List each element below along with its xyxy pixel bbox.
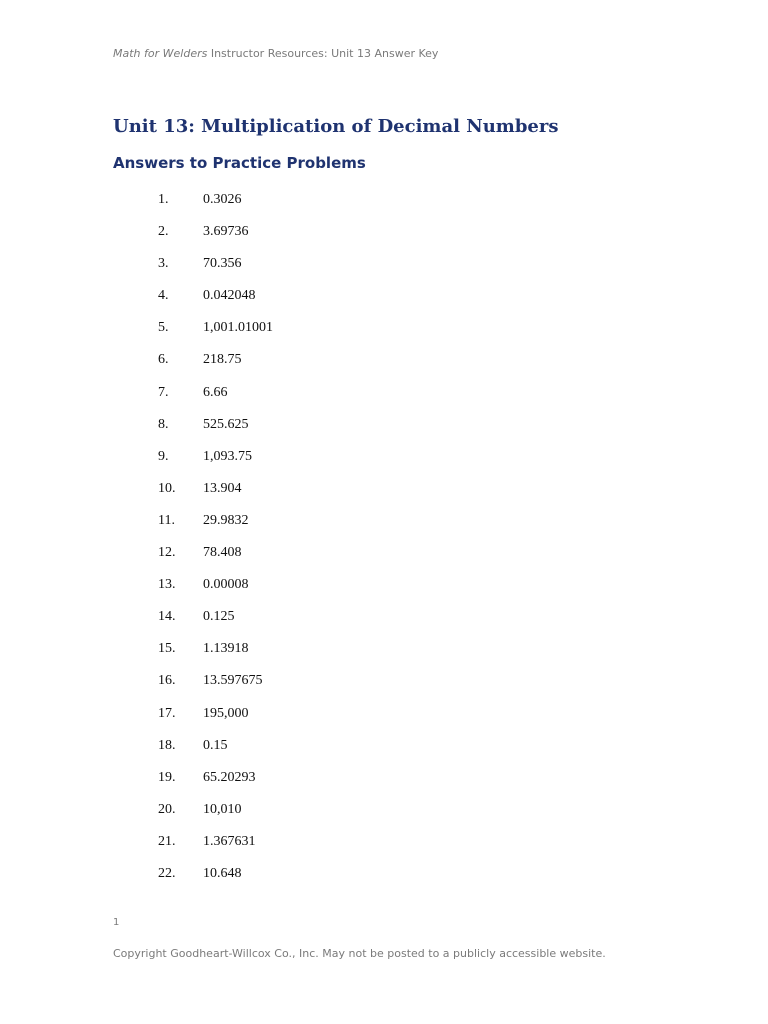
answer-value: 78.408 xyxy=(203,545,242,561)
answer-number: 20. xyxy=(158,801,176,817)
answer-value: 1,001.01001 xyxy=(203,320,273,336)
answer-number: 2. xyxy=(158,224,169,240)
answer-value: 0.3026 xyxy=(203,192,242,207)
answer-number: 18. xyxy=(158,737,176,753)
running-header xyxy=(113,47,438,60)
answer-number: 19. xyxy=(158,769,176,785)
header-rest: Instructor Resources: Unit 13 Answer Key xyxy=(207,47,439,60)
answer-number: 5. xyxy=(158,320,169,336)
answer-number: 6. xyxy=(158,352,169,368)
answer-value: 29.9832 xyxy=(203,512,249,528)
answer-number: 22. xyxy=(158,865,176,881)
answer-value: 1.13918 xyxy=(203,641,249,657)
answer-number: 3. xyxy=(158,256,169,272)
answer-value: 0.15 xyxy=(203,737,228,753)
answer-value: 1.367631 xyxy=(203,833,256,849)
answer-number: 9. xyxy=(158,448,169,464)
section-subtitle: Answers to Practice Problems xyxy=(113,154,366,172)
answer-value: 13.597675 xyxy=(203,673,263,689)
answer-number: 4. xyxy=(158,288,169,304)
answer-number: 21. xyxy=(158,833,176,849)
answer-value: 6.66 xyxy=(203,384,228,400)
answer-value: 65.20293 xyxy=(203,769,256,785)
answer-value: 1,093.75 xyxy=(203,448,252,464)
answer-value: 0.042048 xyxy=(203,288,256,304)
answer-number: 7. xyxy=(158,384,169,400)
answer-value: 525.625 xyxy=(203,416,249,432)
answer-value: 0.00008 xyxy=(203,577,249,593)
answer-number: 13. xyxy=(158,577,176,593)
answer-number: 1. xyxy=(158,192,169,207)
answer-number: 11. xyxy=(158,512,175,528)
answer-number: 16. xyxy=(158,673,176,689)
answer-value: 195,000 xyxy=(203,705,249,721)
answer-number: 14. xyxy=(158,609,176,625)
answer-value: 13.904 xyxy=(203,480,242,496)
answer-number: 17. xyxy=(158,705,176,721)
copyright-footer: Copyright Goodheart-Willcox Co., Inc. May not be posted to a publicly accessible website. xyxy=(113,947,606,960)
answer-value: 10,010 xyxy=(203,801,242,817)
header-book-title: Math for Welders xyxy=(113,47,208,60)
answer-value: 0.125 xyxy=(203,609,235,625)
page-title: Unit 13: Multiplication of Decimal Numbers xyxy=(113,116,559,137)
answer-value: 218.75 xyxy=(203,352,242,368)
answer-value: 70.356 xyxy=(203,256,242,272)
answer-number: 12. xyxy=(158,545,176,561)
answer-number: 8. xyxy=(158,416,169,432)
answer-value: 3.69736 xyxy=(203,224,249,240)
answer-number: 10. xyxy=(158,480,176,496)
answer-number: 15. xyxy=(158,641,176,657)
answer-value: 10.648 xyxy=(203,865,242,881)
page-number: 1 xyxy=(113,917,120,928)
